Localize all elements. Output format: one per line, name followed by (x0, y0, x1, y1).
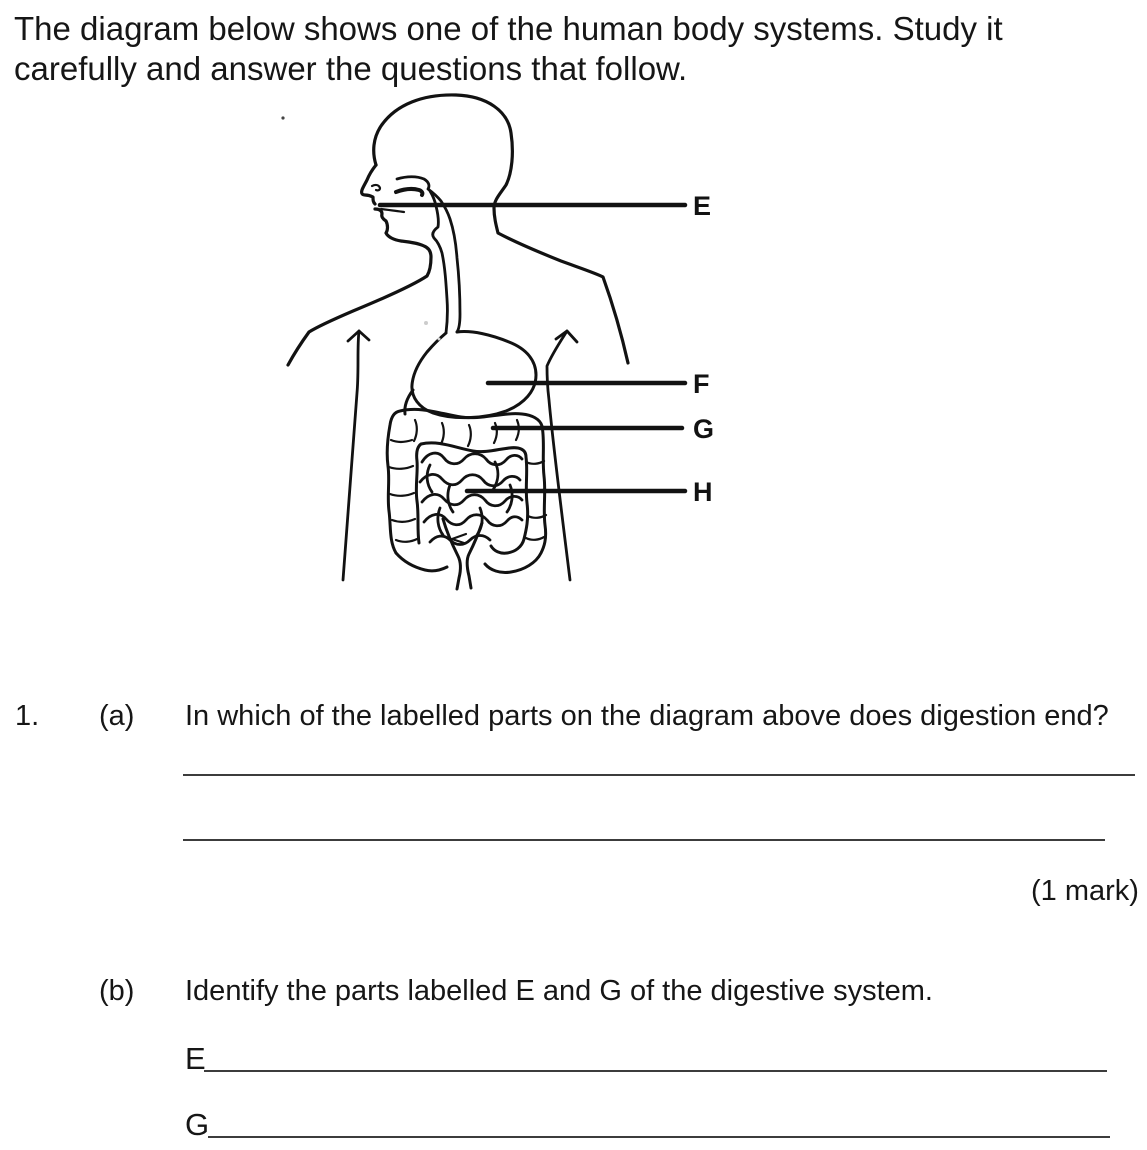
diagram-label-h: H (693, 477, 713, 507)
answer-line-a-1[interactable] (183, 774, 1135, 776)
answer-line-a-2[interactable] (183, 839, 1105, 841)
blank-g-prefix: G (185, 1107, 210, 1142)
blank-e-prefix: E (185, 1041, 206, 1076)
part-b-question-text: Identify the parts labelled E and G of the digestive system. (185, 975, 933, 1007)
part-a-question-text: In which of the labelled parts on the diagram above does digestion end? (185, 700, 1109, 732)
question-number: 1. (15, 700, 40, 732)
diagram-label-e: E (693, 191, 712, 221)
intro-text (14, 9, 1003, 89)
diagram-label-g: G (693, 414, 715, 444)
answer-line-g[interactable] (208, 1136, 1110, 1138)
part-a-marks: (1 mark) (1031, 875, 1139, 907)
esophagus (396, 177, 460, 333)
stomach (405, 332, 536, 418)
small-intestine (420, 453, 522, 544)
digestive-system-diagram (260, 90, 730, 595)
answer-line-e[interactable] (204, 1070, 1107, 1072)
intro-line-2: carefully and answer the questions that follow. (14, 50, 688, 87)
rectum (443, 519, 482, 589)
diagram-label-f: F (693, 369, 710, 399)
body-outline (288, 95, 628, 580)
intro-line-1: The diagram below shows one of the human body systems. Study it (14, 10, 1003, 47)
part-b-id: (b) (99, 975, 135, 1007)
part-a-id: (a) (99, 700, 135, 732)
